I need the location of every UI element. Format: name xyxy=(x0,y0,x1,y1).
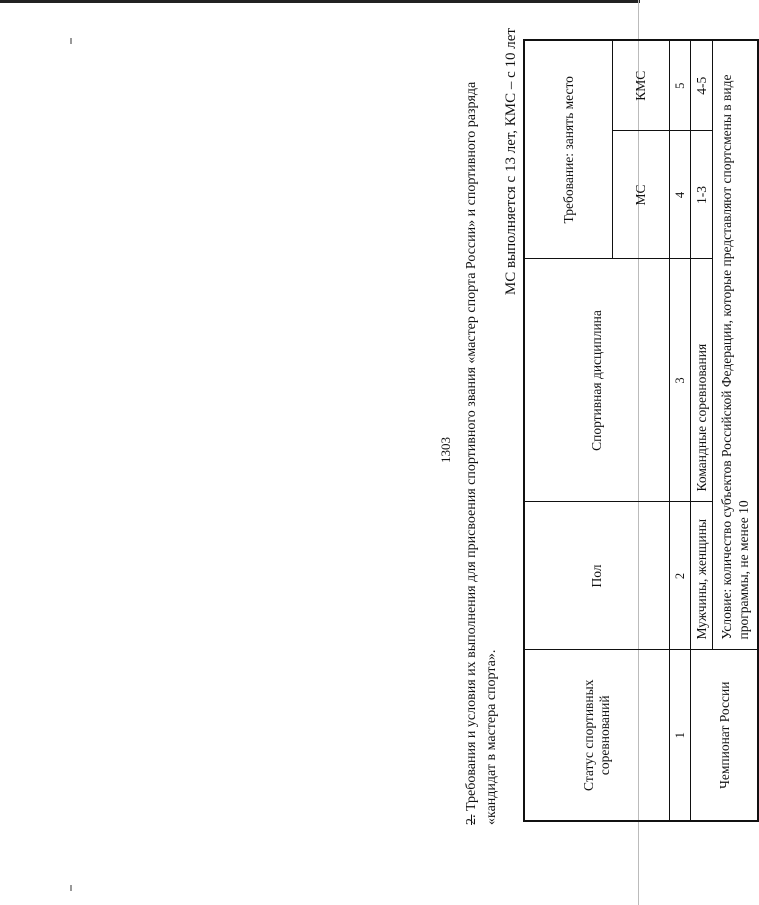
row-kms-place: 4-5 xyxy=(691,40,713,131)
table-row xyxy=(691,40,713,821)
header-status: Статус спортивных соревнований xyxy=(524,650,670,821)
table-header-row xyxy=(524,40,613,821)
row-discipline: Командные соревнования xyxy=(691,259,713,502)
header-requirement: Требование: занять место xyxy=(524,40,613,259)
column-number: 3 xyxy=(670,259,691,502)
column-number: 5 xyxy=(670,40,691,131)
column-number: 4 xyxy=(670,131,691,259)
rotated-page xyxy=(30,15,751,885)
heading-number: 2. xyxy=(464,814,479,825)
row-status: Чемпионат России xyxy=(691,650,759,821)
section-heading xyxy=(462,40,502,825)
header-discipline: Спортивная дисциплина xyxy=(524,259,670,502)
scan-mark xyxy=(70,885,72,891)
column-number-row xyxy=(670,40,691,821)
scan-top-edge xyxy=(0,0,640,3)
heading-text: Требования и условия их выполнения для присвоения спортивного звания «мастер спорта России» и спортивного разряда «кандидат в мастера спорта». xyxy=(464,81,499,825)
row-gender: Мужчины, женщины xyxy=(691,502,713,650)
header-kms: КМС xyxy=(613,40,670,131)
header-gender: Пол xyxy=(524,502,670,650)
age-note: МС выполняется с 13 лет, КМС – с 10 лет xyxy=(503,28,519,296)
page-number: 1303 xyxy=(438,437,453,463)
row-ms-place: 1-3 xyxy=(691,131,713,259)
row-condition: Условие: количество субъектов Российской Федерации, которые представляют спортсмены в виде программы, не менее 10 xyxy=(713,40,759,650)
column-number: 2 xyxy=(670,502,691,650)
header-ms: МС xyxy=(613,131,670,259)
requirements-table xyxy=(523,39,759,822)
column-number: 1 xyxy=(670,650,691,821)
